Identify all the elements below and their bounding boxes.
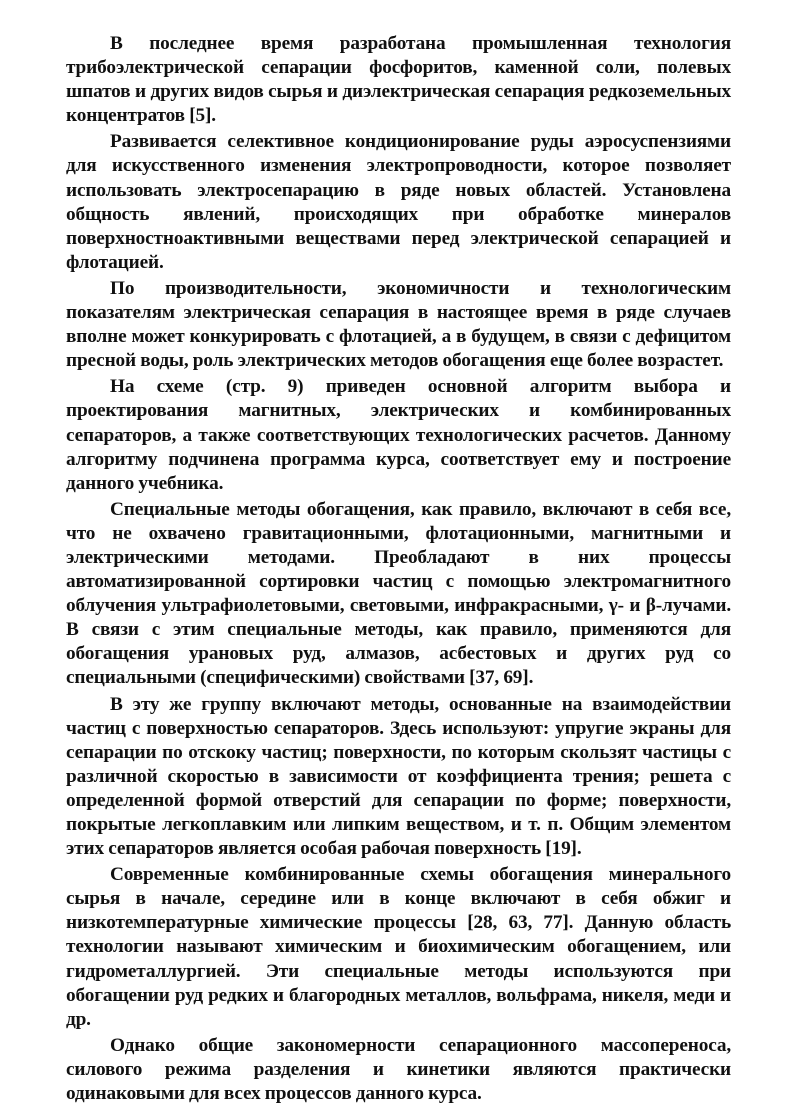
paragraph-algorithm-scheme: На схеме (стр. 9) приведен основной алгоритм выбора и проектирования магнитных, электрических и комбинированных сепараторов, а также соответствующих технологических расчетов. Данному алгоритму подчинена программа курса, соответствует ему и построение данного учебника.	[66, 376, 731, 494]
paragraph-selective-conditioning: Развивается селективное кондиционирование руды аэросуспензиями для искусственного изменения электропроводности, которое позволяет использовать электросепарацию в ряде новых областей. Установлена общность явлений, происходящих при обработке минералов поверхностноактивными веществами перед электрической сепарацией и флотацией.	[66, 131, 731, 273]
page-text	[66, 32, 731, 1106]
paragraph-productivity: По производительности, экономичности и технологическим показателям электрическая сепарация в настоящее время в ряде случаев вполне может конкурировать с флотацией, а в будущем, в связи с дефицитом пресной воды, роль электрических методов обогащения еще более возрастет.	[66, 277, 731, 372]
paragraph-special-methods: Специальные методы обогащения, как правило, включают в себя все, что не охвачено гравитационными, флотационными, магнитными и электрическими методами. Преобладают в них процессы автоматизированной сортировки частиц с помощью электромагнитного облучения ультрафиолетовыми, световыми, инфракрасными, γ- и β-лучами. В связи с этим специальные методы, как правило, применяются для обогащения урановых руд, алмазов, асбестовых и других руд со специальными (специфическими) свойствами [37, 69].	[66, 498, 731, 689]
paragraph-general-laws: Однако общие закономерности сепарационного массопереноса, силового режима разделения и кинетики являются практически одинаковыми для всех процессов данного курса.	[66, 1034, 731, 1105]
paragraph-combined-schemes: Современные комбинированные схемы обогащения минерального сырья в начале, середине или в конце включают в себя обжиг и низкотемпературные химические процессы [28, 63, 77]. Данную область технологии называют химическим и биохимическим обогащением, или гидрометаллургией. Эти специальные методы используются при обогащении руд редких и благородных металлов, вольфрама, никеля, меди и др.	[66, 864, 731, 1030]
paragraph-triboelectric-separation: В последнее время разработана промышленная технология трибоэлектрической сепарации фосфоритов, каменной соли, полевых шпатов и других видов сырья и диэлектрическая сепарация редкоземельных концентратов [5].	[66, 33, 731, 127]
paragraph-surface-interaction: В эту же группу включают методы, основанные на взаимодействии частиц с поверхностью сепараторов. Здесь используют: упругие экраны для сепарации по отскоку частиц; поверхности, по которым скользят частицы с различной скоростью в зависимости от коэффициента трения; решета с определенной формой отверстий для сепарации по форме; поверхности, покрытые легкоплавким или липким веществом, и т. п. Общим элементом этих сепараторов является особая рабочая поверхность [19].	[66, 693, 731, 860]
